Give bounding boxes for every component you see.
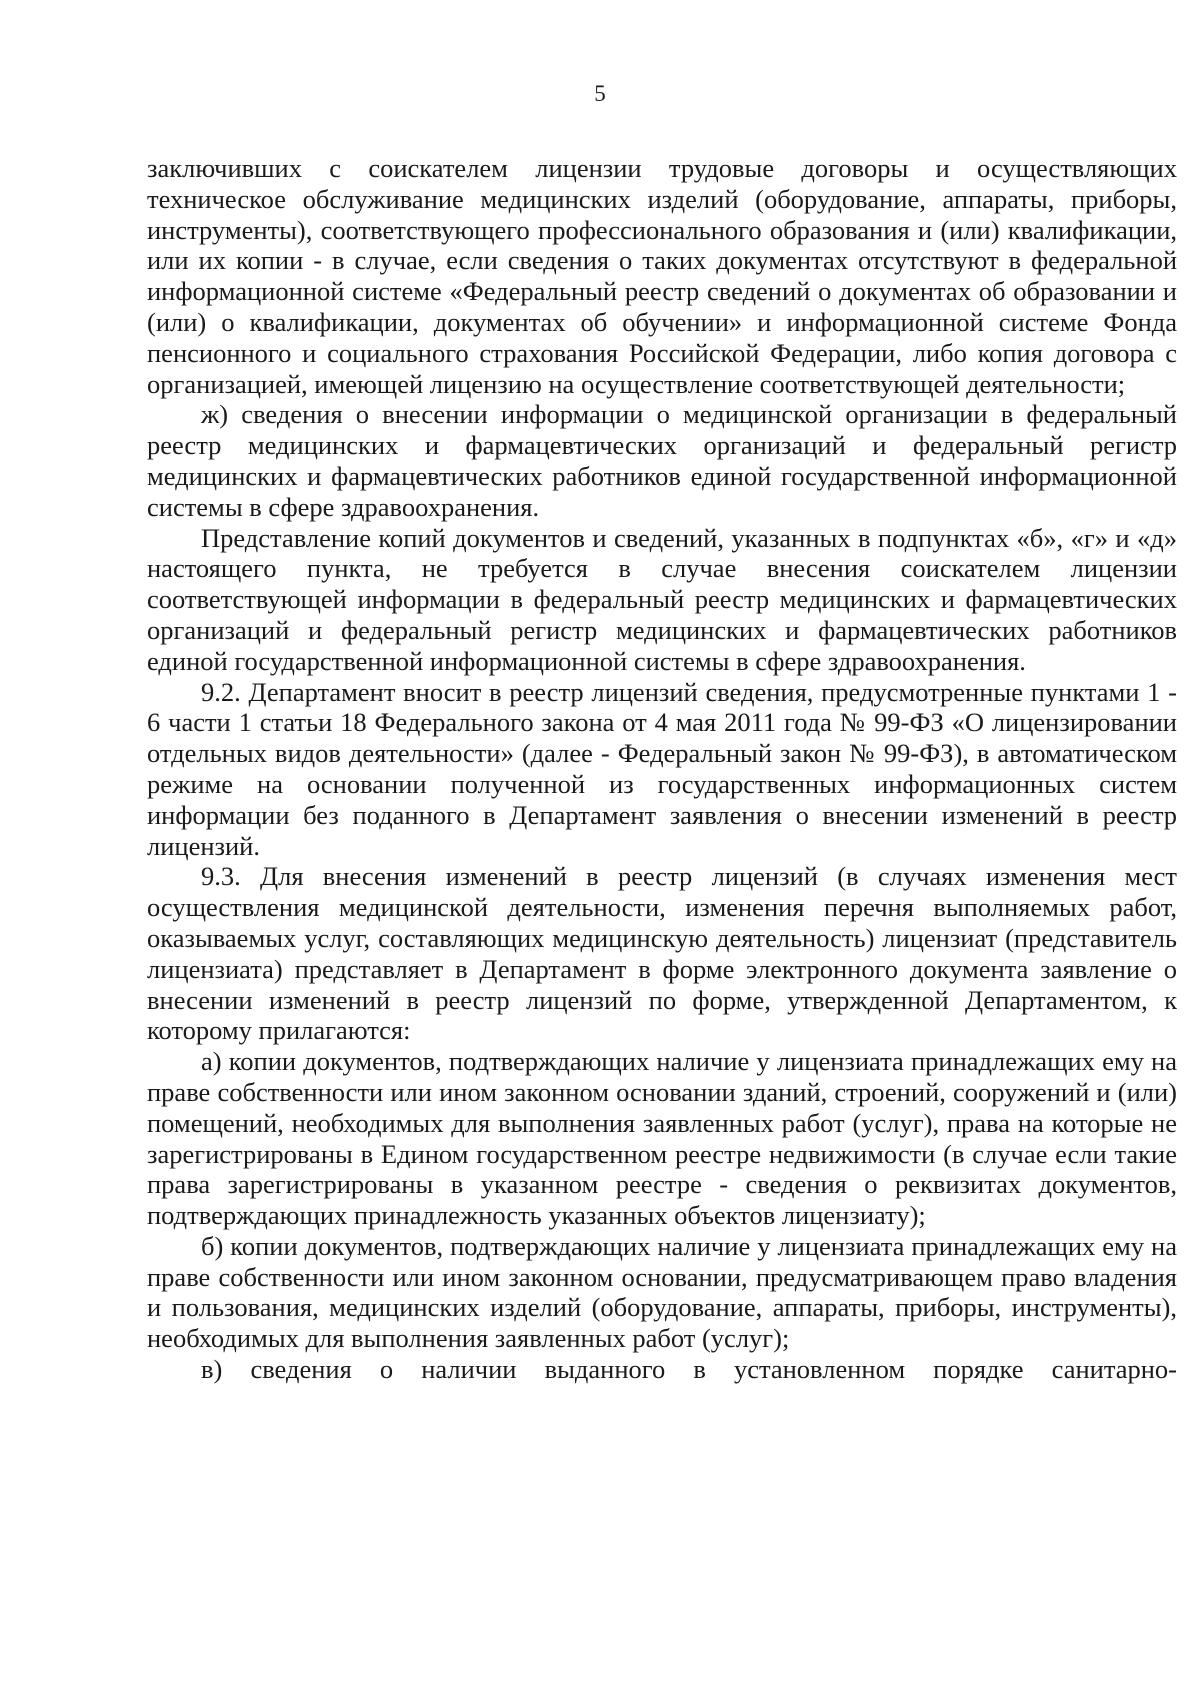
paragraph: заключивших с соискателем лицензии трудовые договоры и осуществляющих техническое обслуживание медицинских изделий (оборудование, аппараты, приборы, инструменты), соответствующего профессионального образования и (или) квалификации, или их копии - в случае, если сведения о таких документах отсутствуют в федеральной информационной системе «Федеральный реестр сведений о документах об образовании и (или) о квалификации, документах об обучении» и информационной системе Фонда пенсионного и социального страхования Российской Федерации, либо копия договора с организацией, имеющей лицензию на осуществление соответствующей деятельности; [147, 153, 1177, 399]
page-number: 5 [594, 81, 606, 106]
paragraph: в) сведения о наличии выданного в установленном порядке санитарно- [201, 1354, 1177, 1385]
paragraph: ж) сведения о внесении информации о медицинской организации в федеральный реестр медицинских и фармацевтических организаций и федеральный регистр медицинских и фармацевтических работников единой государственной информационной системы в сфере здравоохранения. [147, 399, 1177, 522]
paragraph: б) копии документов, подтверждающих наличие у лицензиата принадлежащих ему на праве собственности или ином законном основании, предусматривающем право владения и пользования, медицинских изделий (оборудование, аппараты, приборы, инструменты), необходимых для выполнения заявленных работ (услуг); [147, 1230, 1177, 1354]
paragraph: Представление копий документов и сведений, указанных в подпунктах «б», «г» и «д» настоящего пункта, не требуется в случае внесения соискателем лицензии соответствующей информации в федеральный реестр медицинских и фармацевтических организаций и федеральный регистр медицинских и фармацевтических работников единой государственной информационной системы в сфере здравоохранения. [147, 522, 1177, 676]
paragraph: 9.2. Департамент вносит в реестр лицензий сведения, предусмотренные пунктами 1 - 6 части 1 статьи 18 Федерального закона от 4 мая 2011 года № 99-ФЗ «О лицензировании отдельных видов деятельности» (далее - Федеральный закон № 99-ФЗ), в автоматическом режиме на основании полученной из государственных информационных систем информации без поданного в Департамент заявления о внесении изменений в реестр лицензий. [147, 676, 1177, 861]
document-body [147, 153, 1177, 1385]
paragraph: а) копии документов, подтверждающих наличие у лицензиата принадлежащих ему на праве собственности или ином законном основании зданий, строений, сооружений и (или) помещений, необходимых для выполнения заявленных работ (услуг), права на которые не зарегистрированы в Едином государственном реестре недвижимости (в случае если такие права зарегистрированы в указанном реестре - сведения о реквизитах документов, подтверждающих принадлежность указанных объектов лицензиату); [147, 1046, 1177, 1231]
paragraph: 9.3. Для внесения изменений в реестр лицензий (в случаях изменения мест осуществления медицинской деятельности, изменения перечня выполняемых работ, оказываемых услуг, составляющих медицинскую деятельность) лицензиат (представитель лицензиата) представляет в Департамент в форме электронного документа заявление о внесении изменений в реестр лицензий по форме, утвержденной Департаментом, к которому прилагаются: [147, 861, 1177, 1046]
